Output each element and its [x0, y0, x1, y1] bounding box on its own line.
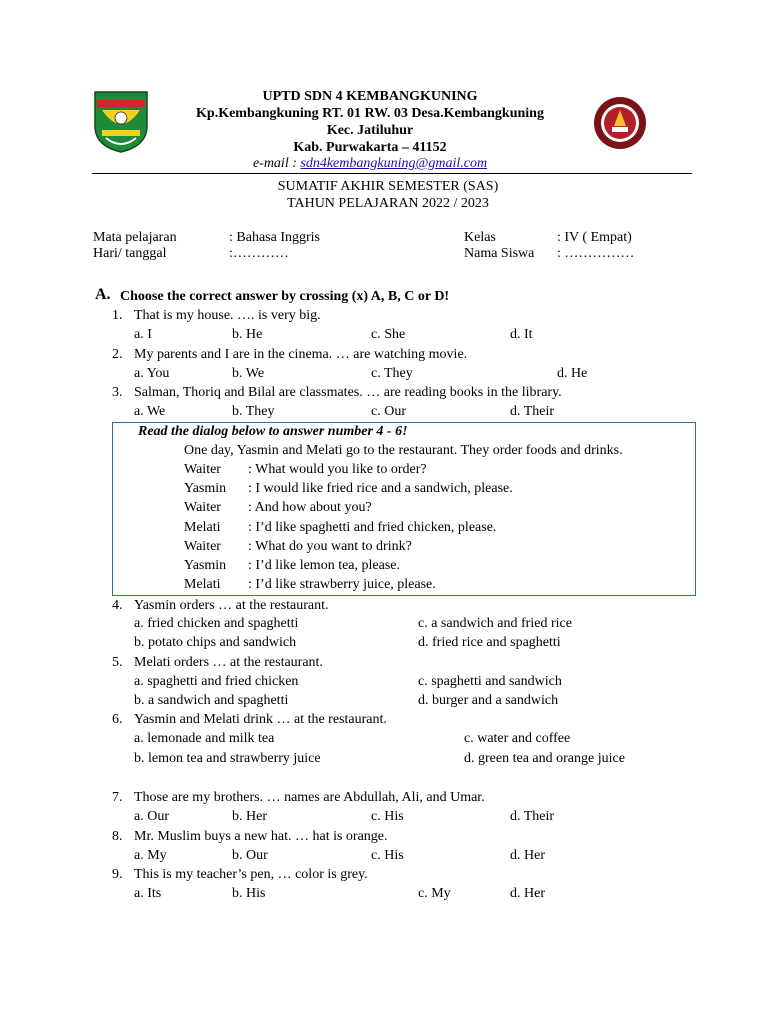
option-b[interactable]: b. They [232, 404, 275, 419]
dialog-speaker: Waiter [184, 500, 221, 515]
question-text: My parents and I are in the cinema. … are watching movie. [134, 347, 468, 362]
option-a[interactable]: a. We [134, 404, 166, 419]
dialog-intro: One day, Yasmin and Melati go to the restaurant. They order foods and drinks. [184, 443, 623, 458]
dialog-line: : I’d like lemon tea, please. [248, 558, 400, 573]
question-text: Those are my brothers. … names are Abdullah, Ali, and Umar. [134, 790, 485, 805]
question-number: 2. [112, 347, 123, 362]
question-number: 9. [112, 867, 123, 882]
option-a[interactable]: a. spaghetti and fried chicken [134, 674, 299, 689]
question-number: 7. [112, 790, 123, 805]
school-email-line [150, 155, 590, 172]
date-label: Hari/ tanggal [93, 246, 167, 261]
question-number: 4. [112, 598, 123, 613]
subject-value: : Bahasa Inggris [229, 230, 320, 245]
option-a[interactable]: a. fried chicken and spaghetti [134, 616, 299, 631]
question-text: That is my house. …. is very big. [134, 308, 321, 323]
dialog-line: : I’d like strawberry juice, please. [248, 577, 436, 592]
option-a[interactable]: a. You [134, 366, 170, 381]
question-number: 1. [112, 308, 123, 323]
dialog-speaker: Waiter [184, 539, 221, 554]
option-c[interactable]: c. She [371, 327, 406, 342]
dialog-heading: Read the dialog below to answer number 4 - 6! [138, 424, 408, 439]
left-school-logo [92, 90, 150, 154]
date-value[interactable]: :………… [229, 246, 289, 261]
option-b[interactable]: b. lemon tea and strawberry juice [134, 751, 321, 766]
school-address: Kp.Kembangkuning RT. 01 RW. 03 Desa.Kembangkuning [196, 106, 544, 121]
subject-label: Mata pelajaran [93, 230, 177, 245]
school-name: UPTD SDN 4 KEMBANGKUNING [262, 89, 478, 104]
dialog-line: : And how about you? [248, 500, 372, 515]
school-regency: Kab. Purwakarta – 41152 [293, 140, 447, 155]
question-text: This is my teacher’s pen, … color is grey. [134, 867, 368, 882]
option-a[interactable]: a. My [134, 848, 167, 863]
dialog-speaker: Waiter [184, 462, 221, 477]
option-a[interactable]: a. I [134, 327, 152, 342]
option-c[interactable]: c. Our [371, 404, 406, 419]
option-c[interactable]: c. My [418, 886, 451, 901]
option-d[interactable]: d. Her [510, 886, 545, 901]
option-b[interactable]: b. His [232, 886, 266, 901]
question-number: 6. [112, 712, 123, 727]
question-text: Melati orders … at the restaurant. [134, 655, 323, 670]
question-number: 3. [112, 385, 123, 400]
dialog-line: : I would like fried rice and a sandwich, please. [248, 481, 513, 496]
option-d[interactable]: d. green tea and orange juice [464, 751, 625, 766]
option-d[interactable]: d. Their [510, 809, 555, 824]
dialog-speaker: Melati [184, 520, 221, 535]
option-a[interactable]: a. Its [134, 886, 162, 901]
email-label: e-mail : [252, 156, 297, 171]
option-c[interactable]: c. His [371, 809, 404, 824]
option-d[interactable]: d. It [510, 327, 533, 342]
exam-year: TAHUN PELAJARAN 2022 / 2023 [287, 196, 489, 211]
option-c[interactable]: c. His [371, 848, 404, 863]
option-a[interactable]: a. Our [134, 809, 169, 824]
option-c[interactable]: c. a sandwich and fried rice [418, 616, 572, 631]
right-school-logo [593, 96, 647, 150]
question-text: Yasmin and Melati drink … at the restaurant. [134, 712, 387, 727]
question-text: Salman, Thoriq and Bilal are classmates. … are reading books in the library. [134, 385, 562, 400]
section-letter: A. [95, 286, 111, 303]
dialog-speaker: Yasmin [184, 481, 227, 496]
option-d[interactable]: d. fried rice and spaghetti [418, 635, 561, 650]
header-divider [92, 173, 692, 174]
option-c[interactable]: c. spaghetti and sandwich [418, 674, 562, 689]
option-b[interactable]: b. Her [232, 809, 267, 824]
dialog-line: : I’d like spaghetti and fried chicken, please. [248, 520, 497, 535]
option-d[interactable]: d. Their [510, 404, 555, 419]
option-d[interactable]: d. He [557, 366, 588, 381]
option-d[interactable]: d. Her [510, 848, 545, 863]
option-c[interactable]: c. They [371, 366, 413, 381]
school-district: Kec. Jatiluhur [326, 123, 414, 138]
email-link[interactable]: sdn4kembangkuning@gmail.com [300, 156, 488, 171]
option-b[interactable]: b. We [232, 366, 265, 381]
option-d[interactable]: d. burger and a sandwich [418, 693, 559, 708]
dialog-speaker: Melati [184, 577, 221, 592]
question-text: Mr. Muslim buys a new hat. … hat is orange. [134, 829, 388, 844]
student-name-value[interactable]: : …………… [557, 246, 635, 261]
dialog-line: : What do you want to drink? [248, 539, 412, 554]
class-label: Kelas [464, 230, 496, 245]
option-b[interactable]: b. a sandwich and spaghetti [134, 693, 289, 708]
option-a[interactable]: a. lemonade and milk tea [134, 731, 275, 746]
class-value: : IV ( Empat) [557, 230, 632, 245]
dialog-speaker: Yasmin [184, 558, 227, 573]
dialog-line: : What would you like to order? [248, 462, 427, 477]
option-c[interactable]: c. water and coffee [464, 731, 571, 746]
option-b[interactable]: b. potato chips and sandwich [134, 635, 297, 650]
question-number: 8. [112, 829, 123, 844]
question-text: Yasmin orders … at the restaurant. [134, 598, 329, 613]
student-name-label: Nama Siswa [464, 246, 535, 261]
section-instruction: Choose the correct answer by crossing (x) A, B, C or D! [120, 289, 450, 304]
option-b[interactable]: b. Our [232, 848, 268, 863]
exam-title: SUMATIF AKHIR SEMESTER (SAS) [277, 179, 499, 194]
option-b[interactable]: b. He [232, 327, 263, 342]
question-number: 5. [112, 655, 123, 670]
